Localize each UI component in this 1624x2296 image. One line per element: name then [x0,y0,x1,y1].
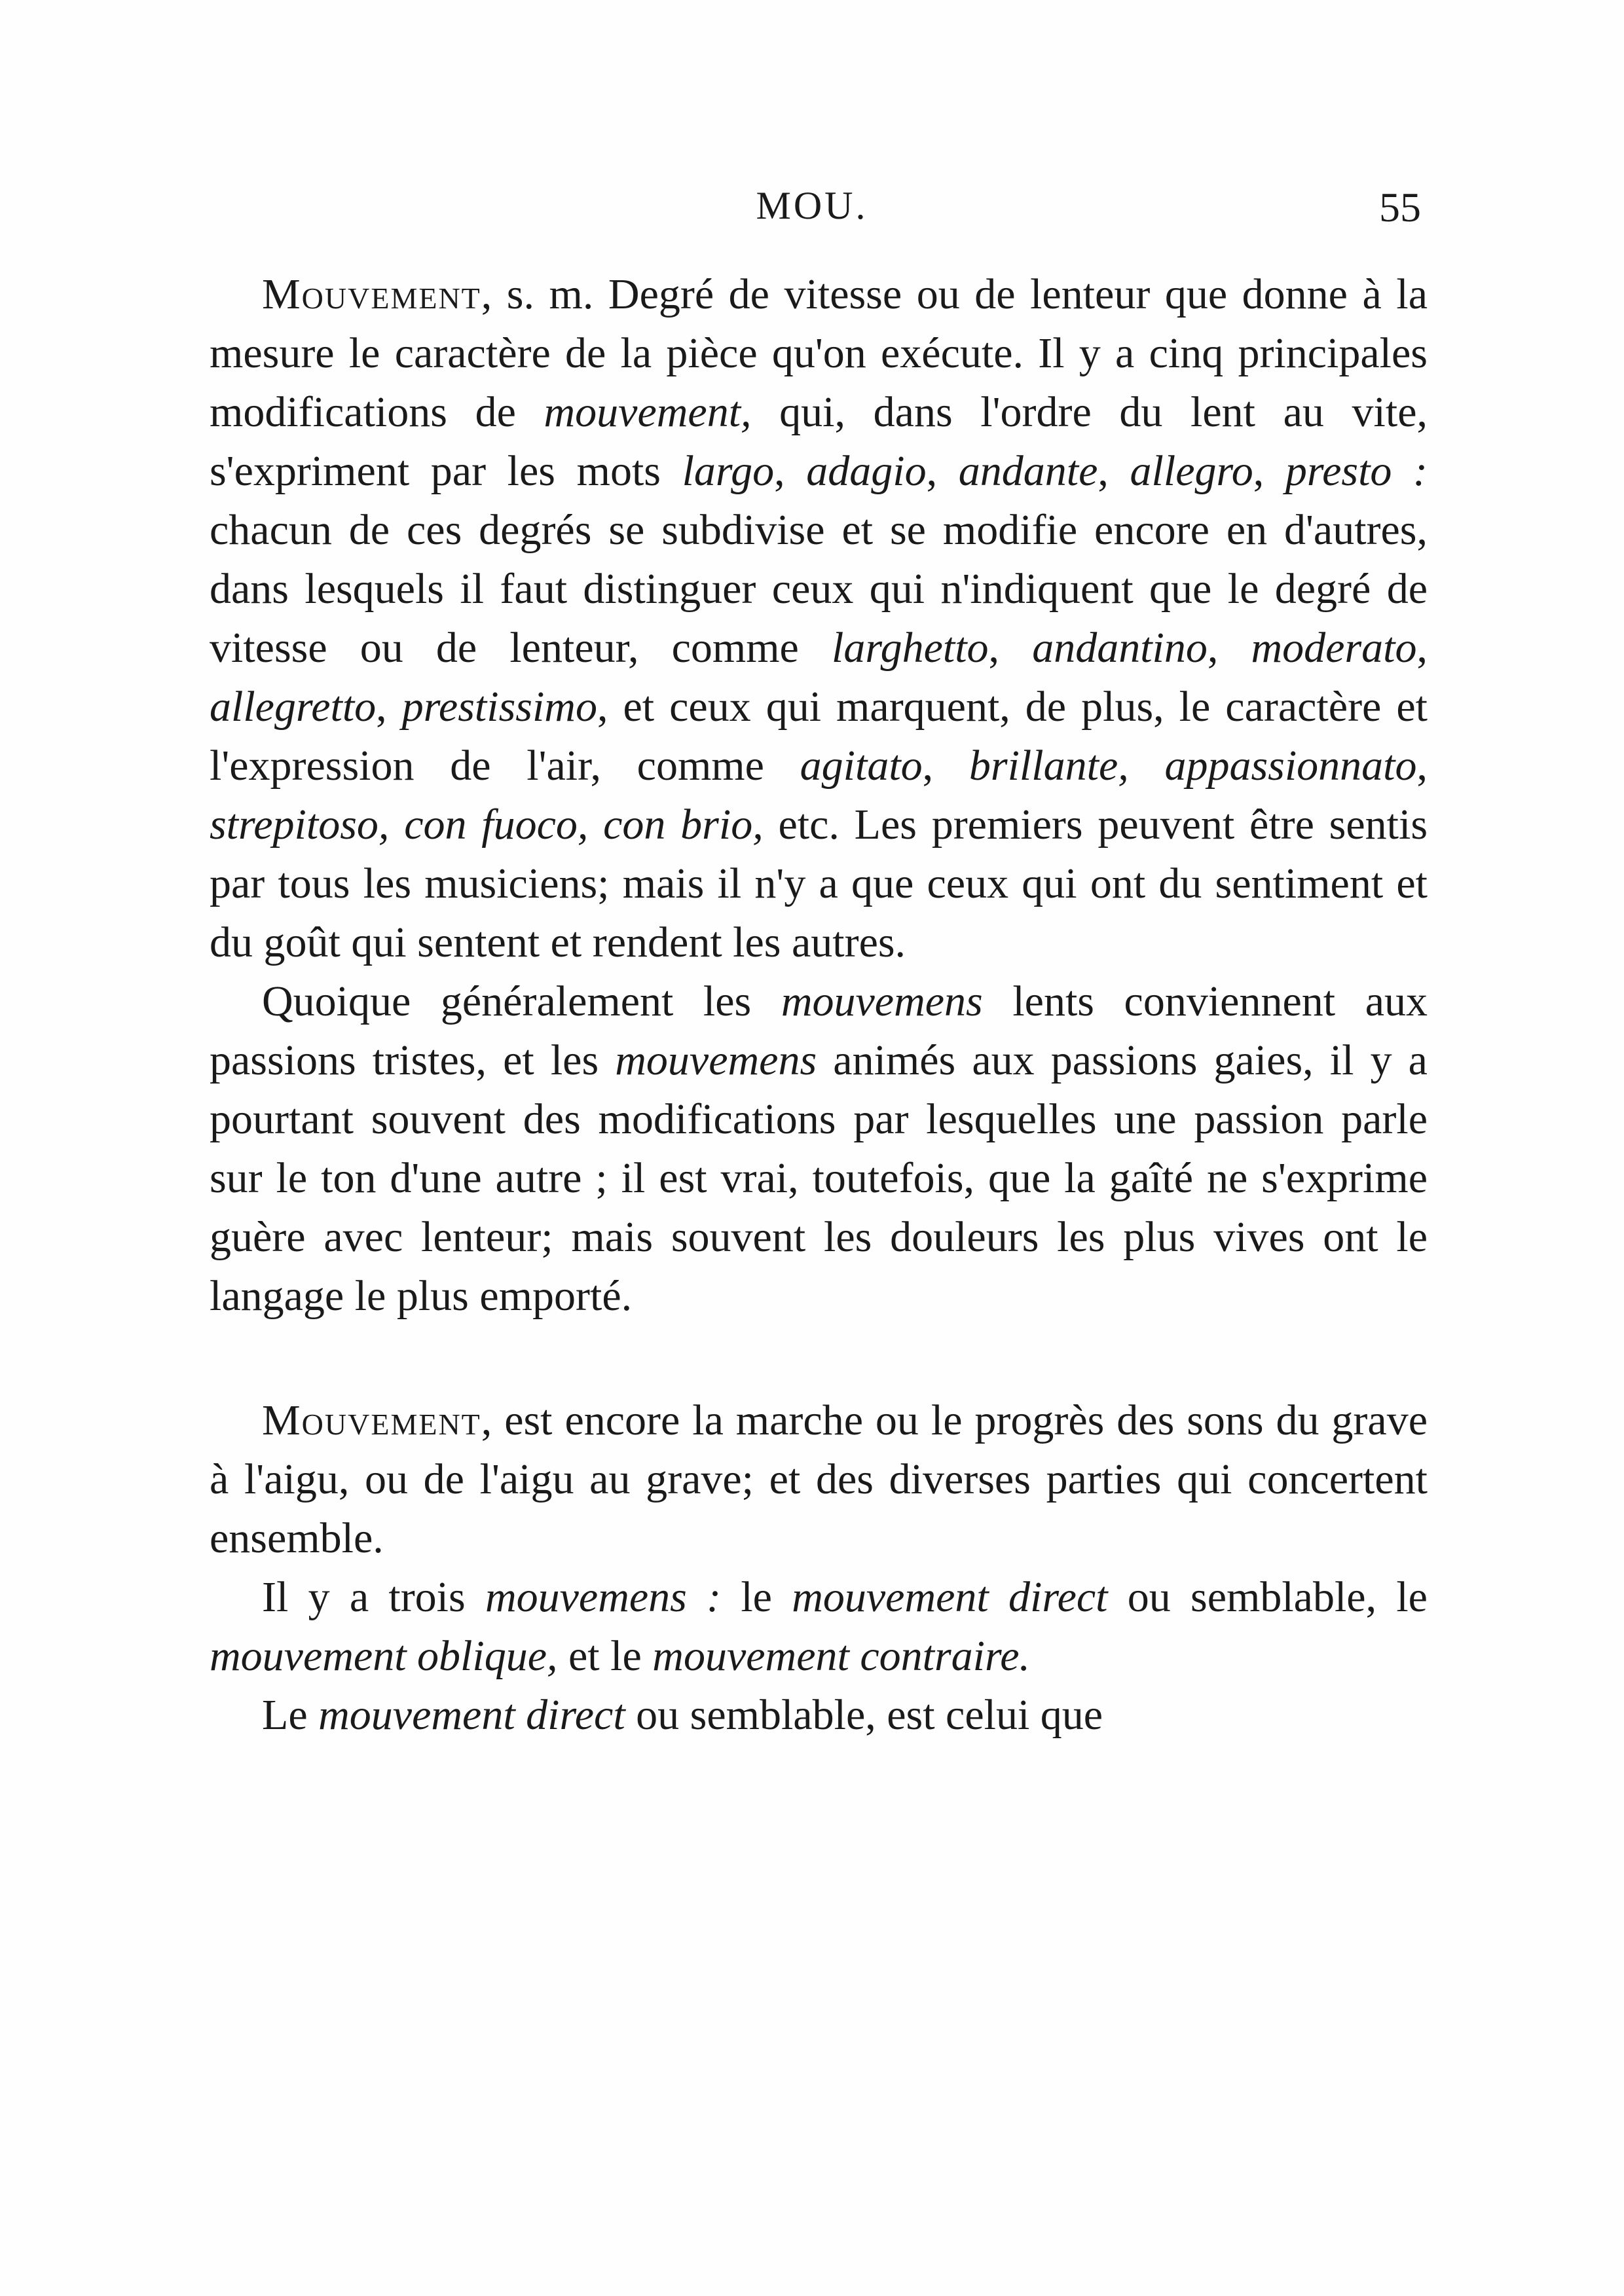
section-gap [210,1326,1428,1391]
text-run: , [376,683,402,731]
italic-term: mouvemens [615,1036,817,1084]
text-run: , [1098,447,1130,495]
text-run: , [922,742,969,790]
text-run: ou semblable, le [1107,1573,1428,1621]
headword: Mouvement [262,1396,481,1444]
italic-term: mouvement direct [318,1691,625,1739]
body-text [210,265,1428,1745]
paragraph-mouvement-definition [210,265,1428,972]
italic-term: con fuoco, [404,801,589,848]
italic-term: mouvement direct [792,1573,1108,1621]
italic-term: mouvement oblique, [210,1632,558,1680]
italic-term: agitato [800,742,923,790]
italic-term: brillante, [969,742,1129,790]
italic-term: mouvement contraire. [652,1632,1031,1680]
text-run: , s. m. Degré de vitesse ou de lenteur que donne à la mesure le caractère de la pièce qu'on exécute. Il y a cinq principales modifications de [210,270,1428,436]
text-run: et le [557,1632,653,1680]
running-head-title: MOU. [756,184,868,227]
italic-term: andante [958,447,1098,495]
text-run: animés aux passions gaies, il y a pourtant souvent des modifications par lesquelles une passion parle sur le ton d'une autre ; il est vrai, toutefois, que la gaîté ne s'exprime guère avec lenteur; mais souvent les douleurs les plus vives ont le langage le plus emporté. [210,1036,1428,1320]
headword: Mouvement [262,270,481,318]
page-number: 55 [1379,184,1421,230]
text-run: , [926,447,959,495]
italic-term: largo [682,447,775,495]
text-run: , [774,447,807,495]
text-run [588,801,603,848]
italic-term: mouvement, [544,388,752,436]
running-head [203,183,1421,249]
text-run: , [1416,742,1428,790]
text-run: , et ceux qui marquent, de plus, le caractère et l'expression de l'air, comme [210,683,1428,790]
italic-term: allegretto [210,683,377,731]
italic-term: mouvemens [781,977,983,1025]
italic-term: moderato [1251,624,1417,672]
text-run: etc. Les premiers peuvent être sentis par tous les musiciens; mais il n'y a que ceux qui ont du sentiment et du goût qui sentent et rendent les autres. [210,801,1428,966]
text-run: chacun de ces degrés se subdivise et se modifie encore en d'autres, dans lesquels il faut distinguer ceux qui n'indiquent que le degré de vitesse ou de lenteur, comme [210,506,1428,672]
italic-term: strepitoso, [210,801,390,848]
text-run: lents conviennent aux passions tristes, et les [210,977,1428,1084]
italic-term: allegro [1130,447,1253,495]
italic-term: con brio, [603,801,764,848]
text-run: , est encore la marche ou le progrès des sons du grave à l'aigu, ou de l'aigu au grave; et des diverses parties qui concertent ensemble. [210,1396,1428,1562]
italic-term: appassionnato [1164,742,1417,790]
italic-term: presto : [1285,447,1428,495]
italic-term: andantino [1032,624,1208,672]
italic-term: adagio [806,447,927,495]
italic-term: prestissimo [401,683,597,731]
text-run [389,801,404,848]
text-run: , [1207,624,1251,672]
text-run: , [988,624,1033,672]
text-run [1129,742,1165,790]
text-run: Il y a trois [262,1573,485,1621]
paragraph-mouvement-direct [210,1686,1428,1745]
paragraph-mouvemens-passions [210,972,1428,1326]
text-run: ou semblable, est celui que [625,1691,1103,1739]
text-run: , [1416,624,1428,672]
text-run: , [1253,447,1285,495]
text-run: le [721,1573,792,1621]
text-run: Le [262,1691,319,1739]
paragraph-mouvement-marche [210,1391,1428,1568]
text-run: Quoique généralement les [262,977,781,1025]
text-run: qui, dans l'ordre du lent au vite, s'expriment par les mots [210,388,1428,495]
italic-term: larghetto [832,624,989,672]
paragraph-trois-mouvemens [210,1568,1428,1686]
italic-term: mouvemens : [485,1573,722,1621]
